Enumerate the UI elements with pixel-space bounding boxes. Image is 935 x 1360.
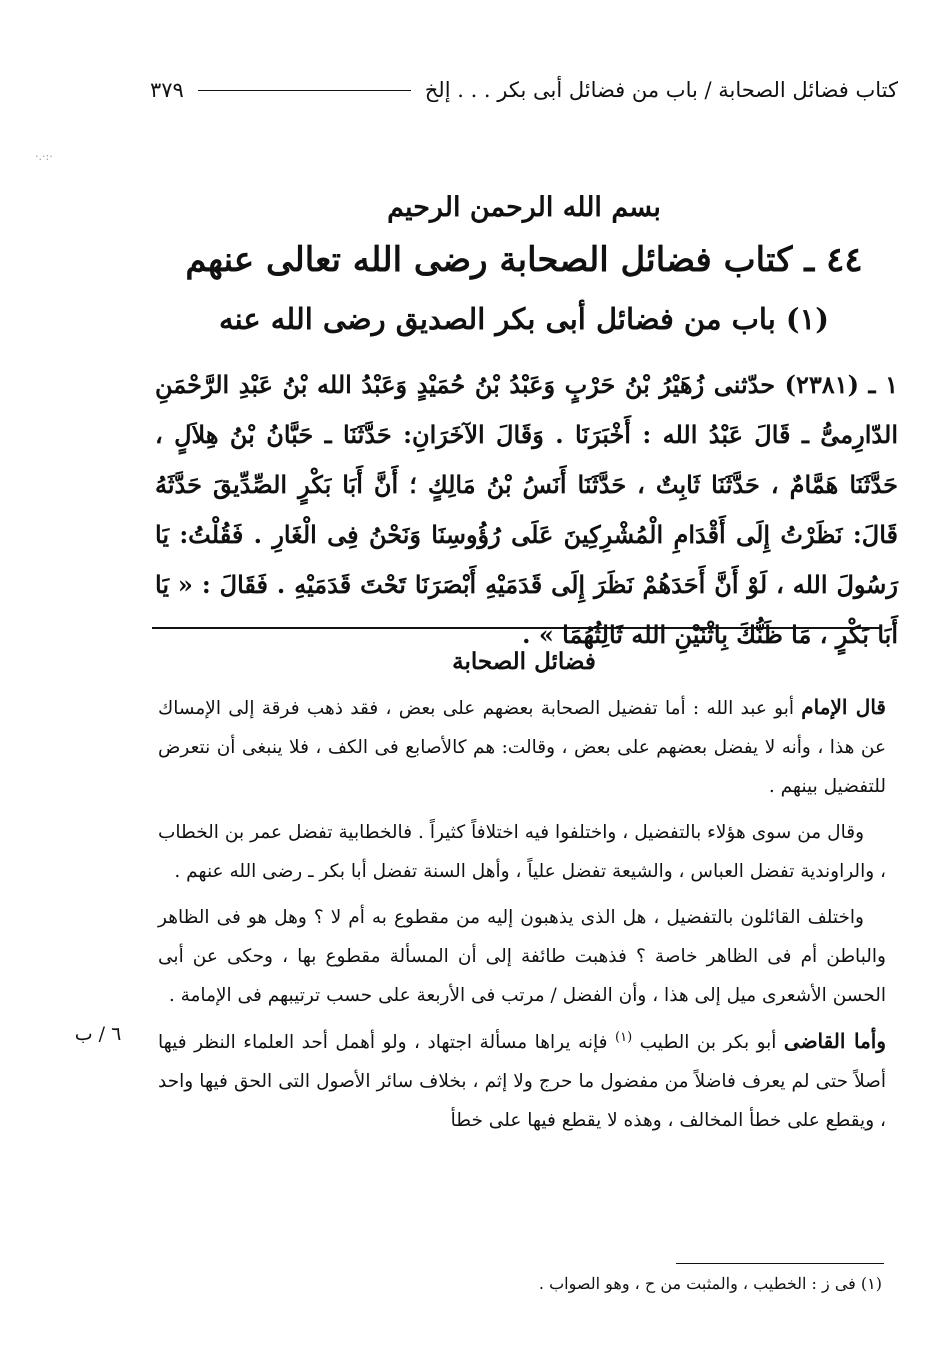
commentary-paragraph xyxy=(158,1022,886,1140)
book-title: ٤٤ ـ كتاب فضائل الصحابة رضى الله تعالى عنهم xyxy=(185,240,863,280)
section-divider xyxy=(152,627,882,629)
commentary-paragraph: وقال من سوى هؤلاء بالتفضيل ، واختلفوا فيه اختلافاً كثيراً . فالخطابية تفضل عمر بن الخطاب ، والراوندية تفضل العباس ، والشيعة تفضل علياً ، وأهل السنة تفضل أبا بكر ـ رضى الله عنهم . xyxy=(158,822,886,882)
margin-folio-note: ٦ / ب xyxy=(74,1023,122,1045)
footnote: (١) فى ز : الخطيب ، والمثبت من ح ، وهو الصواب . xyxy=(538,1274,882,1293)
chapter-title: (١) باب من فضائل أبى بكر الصديق رضى الله عنه xyxy=(219,302,829,336)
scan-speck: ·.·:· xyxy=(35,150,53,163)
paragraph-text: فإنه يراها مسألة اجتهاد ، ولو أهمل أحد العلماء النظر فيها أصلاً حتى لم يعرف فاضلاً من مفضول ما حرج ولا إثم ، بخلاف سائر الأصول التى الحق فيها واحد ، ويقطع على خطأ المخالف ، وهذه لا يقطع فيها على خطأ xyxy=(158,1032,886,1131)
running-header xyxy=(150,68,898,112)
paragraph-lead: قال الإمام xyxy=(801,695,886,719)
footnote-divider xyxy=(676,1263,884,1264)
hadith-text: ١ ـ (٢٣٨١) حدّثنى زُهَيْرُ بْنُ حَرْبٍ وَعَبْدُ بْنُ حُمَيْدٍ وَعَبْدُ الله بْنُ عَبْدِ الرَّحْمَنِ الدّارِمىُّ ـ قَالَ عَبْدُ الله : أَخْبَرَنَا . وَقَالَ الآخَرَانِ: حَدَّثَنَا ـ حَبَّانُ بْنُ هِلاَلٍ ، حَدَّثَنَا هَمَّامٌ ، حَدَّثَنَا ثَابِتٌ ، حَدَّثَنَا أَنَسُ بْنُ مَالِكٍ ؛ أَنَّ أَبَا بَكْرٍ الصِّدِّيقَ حَدَّثَهُ قَالَ: نَظَرْتُ إِلَى أَقْدَامِ الْمُشْرِكِينَ عَلَى رُؤُوسِنَا وَنَحْنُ فِى الْغَارِ . فَقُلْتُ: يَا رَسُولَ الله ، لَوْ أَنَّ أَحَدَهُمْ نَظَرَ إِلَى قَدَمَيْهِ أَبْصَرَنَا تَحْتَ قَدَمَيْهِ . فَقَالَ : « يَا أَبَا بَكْرٍ ، مَا ظَنُّكَ بِاثْنَيْنِ الله ثَالِثُهُمَا » . xyxy=(155,370,898,649)
paragraph-text: أبو بكر بن الطيب xyxy=(639,1032,777,1053)
header-rule xyxy=(198,90,411,91)
paragraph-text: أبو عبد الله : أما تفضيل الصحابة بعضهم على بعض ، فقد ذهب فرقة إلى الإمساك عن هذا ، وأنه لا يفضل بعضهم على بعض ، وقالت: هم كالأصابع فى الكف ، فلا ينبغى أن نتعرض للتفضيل بينهم . xyxy=(158,698,886,797)
commentary-paragraph: واختلف القائلون بالتفضيل ، هل الذى يذهبون إليه من مقطوع به أم لا ؟ وهل هو فى الظاهر والباطن أم فى الظاهر خاصة ؟ فذهبت طائفة إلى أن المسألة مقطوع بها ، وحكى عن أبى الحسن الأشعرى ميل إلى هذا ، وأن الفضل / مرتب فى الأربعة على حسب ترتيبهم فى الإمامة . xyxy=(158,907,886,1006)
commentary-body xyxy=(158,688,886,1147)
basmala: بسم الله الرحمن الرحيم xyxy=(387,192,661,223)
running-title: كتاب فضائل الصحابة / باب من فضائل أبى بكر . . . إلخ xyxy=(424,78,898,102)
paragraph-lead: وأما القاضى xyxy=(783,1029,886,1053)
commentary-paragraph xyxy=(158,688,886,806)
commentary-title: فضائل الصحابة xyxy=(452,648,596,675)
page-number: ٣٧٩ xyxy=(150,78,184,102)
footnote-ref: (١) xyxy=(615,1029,633,1045)
